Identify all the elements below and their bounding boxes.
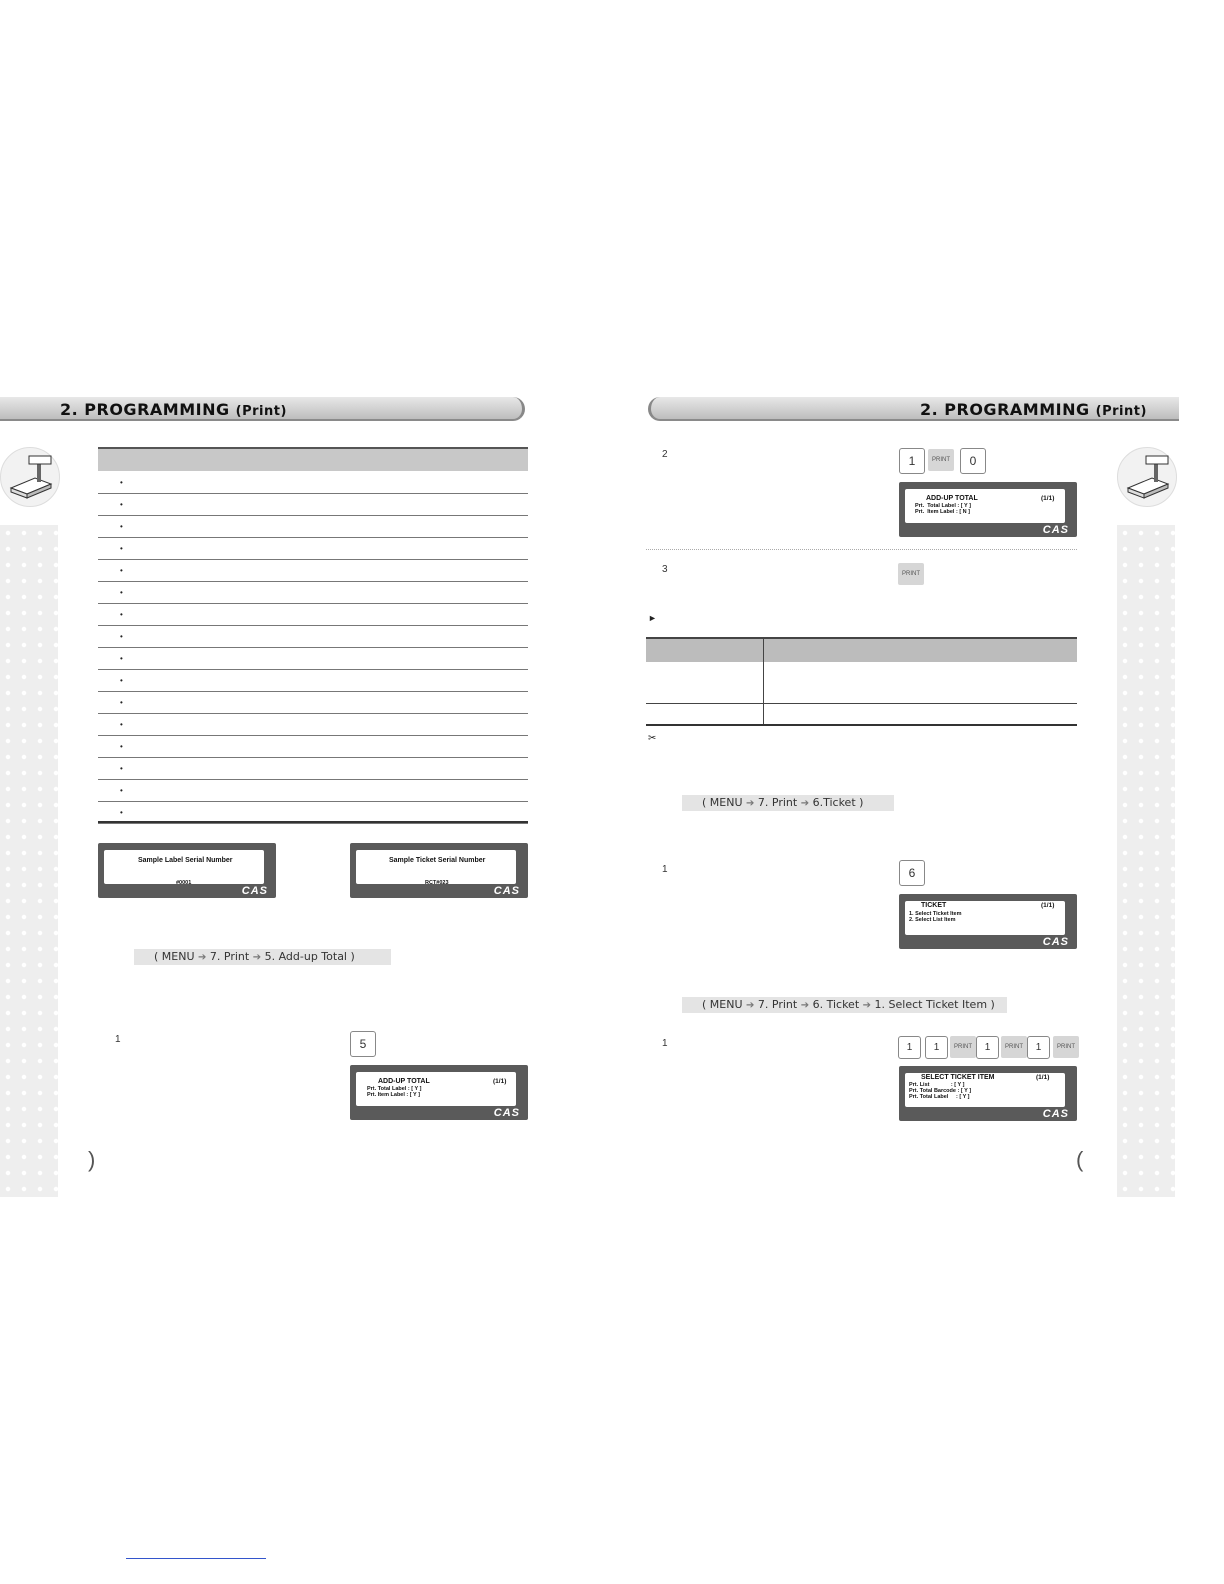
- left-margin-strip: [0, 525, 58, 1197]
- bullet-icon: •: [120, 544, 123, 553]
- cas-logo: CAS: [241, 885, 268, 897]
- arrow-right-icon: ➔: [746, 1000, 755, 1011]
- right-margin-strip: [1117, 525, 1175, 1197]
- left-title-text: 2. PROGRAMMING: [60, 400, 230, 419]
- bullet-icon: •: [120, 632, 123, 641]
- step-number: 1: [115, 1034, 121, 1045]
- key-1-button[interactable]: 1: [925, 1036, 948, 1059]
- table-row: [98, 626, 528, 648]
- step-number: 1: [662, 1038, 668, 1049]
- key-1-button[interactable]: 1: [898, 1036, 921, 1059]
- right-table-header: [646, 637, 1077, 662]
- print-key-button[interactable]: PRINT: [1053, 1036, 1079, 1058]
- bullet-icon: •: [120, 676, 123, 685]
- table-row: [98, 648, 528, 670]
- arrow-right-icon: ➔: [800, 1000, 810, 1011]
- ticket-display: TICKET (1/1) 1. Select Ticket Item 2. Select List Item CAS: [899, 894, 1077, 949]
- bullet-icon: •: [120, 500, 123, 509]
- table-row: [98, 516, 528, 538]
- addup-display-left: ADD-UP TOTAL (1/1) Prt. Total Label : [ Y ] Prt. Item Label : [ Y ] CAS: [350, 1065, 528, 1120]
- cas-logo: CAS: [1042, 936, 1069, 948]
- cas-logo: CAS: [493, 1107, 520, 1119]
- arrow-right-icon: ➔: [800, 798, 810, 809]
- key-1-button[interactable]: 1: [899, 448, 925, 474]
- key-6-button[interactable]: 6: [899, 860, 925, 886]
- print-key-button[interactable]: PRINT: [898, 563, 924, 585]
- step-number: 2: [662, 449, 668, 460]
- table-row: [98, 582, 528, 604]
- menu-path-addup: ( MENU ➔ 7. Print ➔ 5. Add-up Total ): [134, 949, 391, 965]
- table-row: [98, 780, 528, 802]
- display-title: ADD-UP TOTAL: [926, 495, 978, 502]
- table-bottom-rule: [646, 724, 1077, 726]
- right-title-text: 2. PROGRAMMING: [920, 400, 1090, 419]
- right-header-title: [920, 400, 1147, 419]
- table-row-rule: [646, 703, 1077, 704]
- bullet-icon: •: [120, 610, 123, 619]
- print-key-button[interactable]: PRINT: [950, 1036, 976, 1058]
- bullet-icon: •: [120, 764, 123, 773]
- bullet-icon: •: [120, 720, 123, 729]
- bullet-icon: •: [120, 588, 123, 597]
- table-row: [98, 758, 528, 780]
- display-title: Sample Label Serial Number: [138, 857, 233, 864]
- table-col-divider: [763, 637, 764, 725]
- display-page: (1/1): [1041, 902, 1055, 909]
- table-row: [98, 494, 528, 516]
- scissor-note-icon: ✂: [648, 733, 657, 744]
- table-row: [98, 714, 528, 736]
- arrow-right-icon: ➔: [862, 1000, 872, 1011]
- menu-path-ticket: ( MENU ➔ 7. Print ➔ 6.Ticket ): [682, 795, 894, 811]
- print-key-button[interactable]: PRINT: [1001, 1036, 1027, 1058]
- right-title-sub: (Print): [1095, 404, 1147, 419]
- bullet-icon: •: [120, 786, 123, 795]
- table-row: [98, 604, 528, 626]
- arrow-right-icon: ➔: [198, 952, 207, 963]
- bullet-icon: •: [120, 742, 123, 751]
- ticket-serial-display: [350, 843, 528, 898]
- key-0-button[interactable]: 0: [960, 448, 986, 474]
- display-title: SELECT TICKET ITEM: [921, 1074, 995, 1081]
- table-row: [98, 670, 528, 692]
- arrow-right-icon: ➔: [746, 798, 755, 809]
- table-header: [98, 447, 528, 471]
- select-ticket-item-display: SELECT TICKET ITEM (1/1) Prt. List : [ Y ] Prt. Total Barcode : [ Y ] Prt. Total Label : [ Y ] CAS: [899, 1066, 1077, 1121]
- table-row: [98, 560, 528, 582]
- cas-logo: CAS: [1042, 524, 1069, 536]
- table-row: [98, 472, 528, 494]
- left-header-title: [60, 400, 287, 419]
- arrow-right-icon: ➔: [252, 952, 262, 963]
- bullet-icon: •: [120, 566, 123, 575]
- key-5-button[interactable]: 5: [350, 1031, 376, 1057]
- key-1-button[interactable]: 1: [976, 1036, 999, 1059]
- key-1-button[interactable]: 1: [1027, 1036, 1050, 1059]
- display-page: (1/1): [1036, 1074, 1050, 1081]
- table-row: [98, 736, 528, 758]
- menu-path-select-ticket: ( MENU ➔ 7. Print ➔ 6. Ticket ➔ 1. Select Ticket Item ): [682, 997, 1007, 1013]
- print-key-button[interactable]: PRINT: [928, 449, 954, 471]
- bullet-icon: •: [120, 522, 123, 531]
- display-value: RCT#023: [425, 880, 449, 886]
- bullet-icon: •: [120, 808, 123, 817]
- label-serial-display: [98, 843, 276, 898]
- page-mark-left: ): [88, 1147, 96, 1172]
- dotted-divider: [646, 549, 1077, 550]
- table-row: [98, 692, 528, 714]
- bullet-icon: •: [120, 698, 123, 707]
- addup-display-right: ADD-UP TOTAL (1/1) Prt. Total Label : [ Y ] Prt. Item Label : [ N ] CAS: [899, 482, 1077, 537]
- triangle-bullet-icon: ►: [648, 613, 657, 623]
- step-number: 3: [662, 564, 668, 575]
- display-page: (1/1): [493, 1078, 507, 1085]
- cas-logo: CAS: [1042, 1108, 1069, 1120]
- table-bottom-rule: [98, 821, 528, 823]
- cas-logo: CAS: [493, 885, 520, 897]
- scale-icon: [0, 447, 60, 507]
- display-title: Sample Ticket Serial Number: [389, 857, 486, 864]
- display-page: (1/1): [1041, 495, 1055, 502]
- bullet-icon: •: [120, 654, 123, 663]
- footer-link-underline: [126, 1558, 266, 1559]
- page-mark-right: (: [1076, 1147, 1084, 1172]
- display-title: TICKET: [921, 902, 947, 909]
- left-title-sub: (Print): [235, 404, 287, 419]
- table-row: [98, 538, 528, 560]
- bullet-icon: •: [120, 478, 123, 487]
- step-number: 1: [662, 864, 668, 875]
- display-value: #0001: [176, 880, 192, 886]
- display-title: ADD-UP TOTAL: [378, 1078, 430, 1085]
- scale-icon-right: [1117, 447, 1177, 507]
